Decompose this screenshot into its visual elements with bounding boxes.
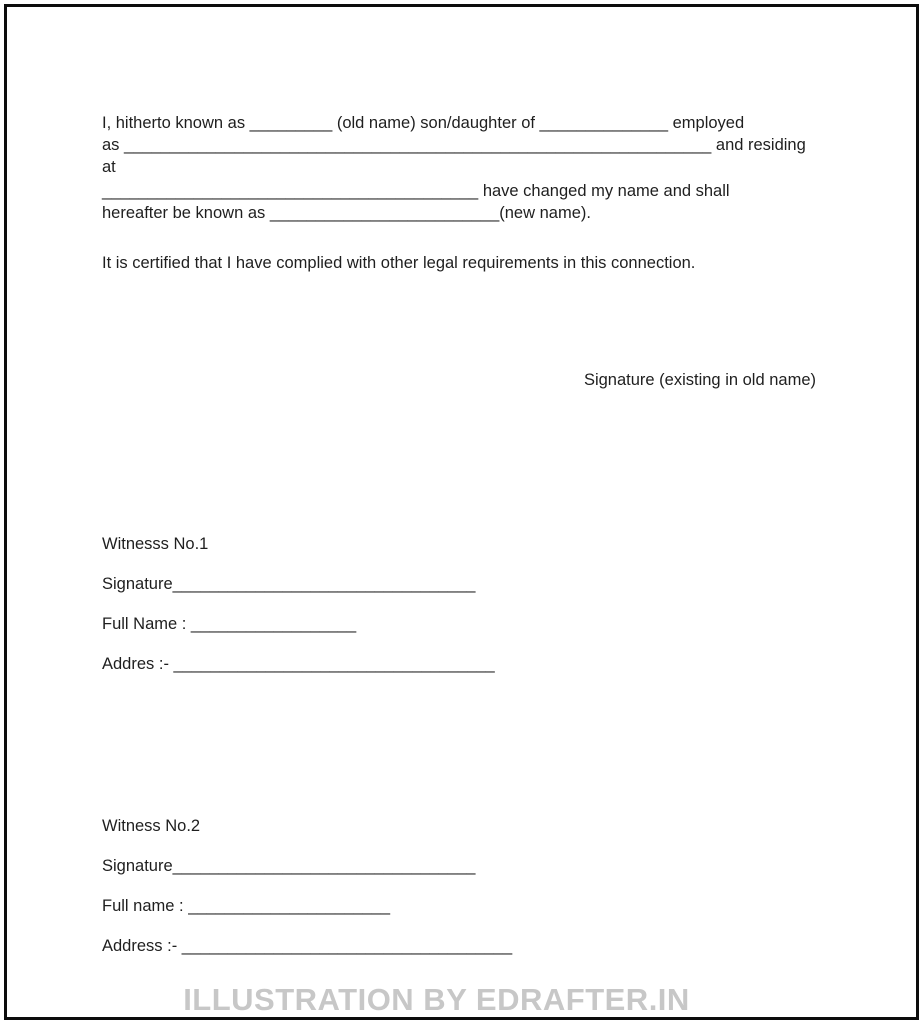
declaration-paragraph xyxy=(102,112,816,224)
signature-existing-label: Signature (existing in old name) xyxy=(583,371,816,389)
watermark-text: ILLUSTRATION BY EDRAFTER.IN xyxy=(183,982,690,1017)
witness1-address-line: Addres :- ___________________________________ xyxy=(102,655,495,673)
witness1-title: Witnesss No.1 xyxy=(102,535,209,553)
declaration-line-2: as ________________________________________________________________ and residing xyxy=(102,136,806,154)
witness1-signature-line: Signature_________________________________ xyxy=(102,575,476,593)
witness2-full-name-line: Full name : ______________________ xyxy=(102,897,391,915)
declaration-line-1: I, hitherto known as _________ (old name) son/daughter of ______________ employed xyxy=(102,114,745,132)
certification-statement: It is certified that I have complied with other legal requirements in this connection. xyxy=(102,254,696,272)
witness2-section xyxy=(102,815,816,957)
declaration-line-5: hereafter be known as _________________________(new name). xyxy=(102,204,591,222)
document-content xyxy=(7,7,916,1017)
witness2-signature-line: Signature_________________________________ xyxy=(102,857,476,875)
witness2-address-line: Address :- ____________________________________ xyxy=(102,937,513,955)
document-page xyxy=(4,4,919,1020)
witness2-title: Witness No.2 xyxy=(102,817,201,835)
declaration-line-4: _________________________________________ have changed my name and shall xyxy=(102,182,730,200)
witness1-section xyxy=(102,533,816,675)
declaration-line-3: at xyxy=(102,158,116,176)
witness1-full-name-line: Full Name : __________________ xyxy=(102,615,357,633)
